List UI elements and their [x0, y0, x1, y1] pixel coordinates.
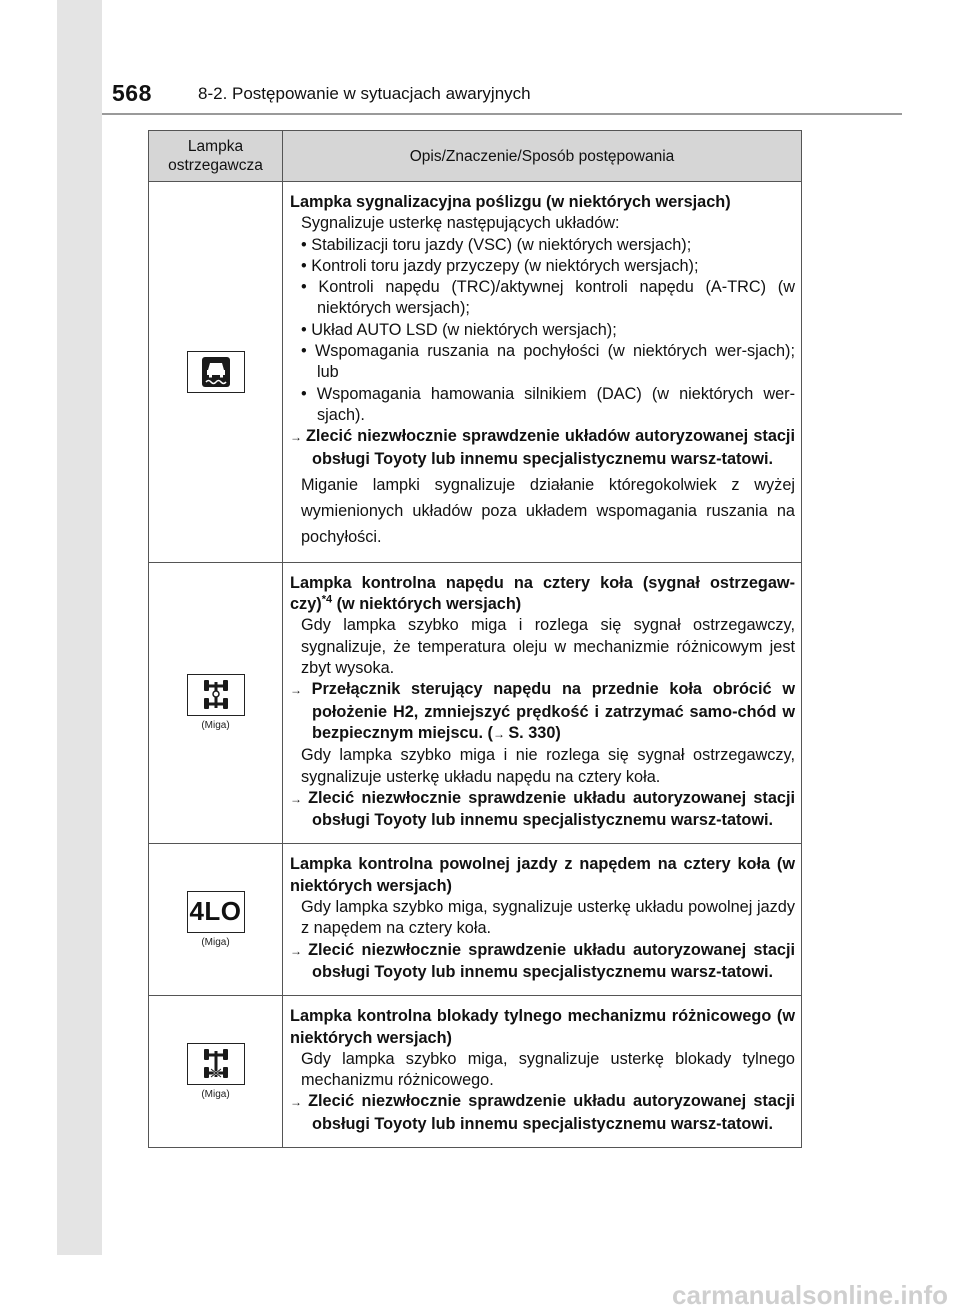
column-header-description: Opis/Znaczenie/Sposób postępowania: [283, 131, 802, 182]
arrow-icon: →: [290, 430, 306, 445]
description-cell: [283, 996, 802, 1148]
list-item: • Układ AUTO LSD (w niektórych wersjach);: [301, 320, 617, 339]
table-row: [149, 562, 802, 844]
list-item: • Wspomagania ruszania na pochyłości (w niektórych wer-sjach); lub: [301, 342, 795, 382]
slip-indicator-icon: [187, 351, 245, 393]
lamp-note: Miganie lampki sygnalizuje działanie któregokolwiek z wyżej wymienionych układów poza układem wspomagania ruszania na pochyłości.: [301, 475, 795, 546]
rear-differential-lock-icon: [187, 1043, 245, 1085]
lamp-title: Lampka kontrolna napędu na cztery koła (sygnał ostrzegaw-czy)$^{*4}$ (w niektórych wersjach): [290, 573, 795, 614]
action-instruction: → Zlecić niezwłocznie sprawdzenie układu autoryzowanej stacji obsługi Toyoty lub innemu specjalistycznemu warsz-tatowi.: [290, 940, 795, 981]
table-row: [149, 996, 802, 1148]
table-row: [149, 182, 802, 563]
lamp-title: Lampka sygnalizacyjna poślizgu (w niektórych wersjach): [290, 193, 731, 211]
arrow-icon: →: [290, 943, 309, 958]
table-header-row: [149, 131, 802, 182]
lamp-text: Gdy lampka szybko miga, sygnalizuje usterkę blokady tylnego mechanizmu różnicowego.: [301, 1049, 795, 1090]
list-item: • Kontroli toru jazdy przyczepy (w niektórych wersjach);: [301, 256, 699, 275]
description-cell: [283, 562, 802, 844]
warning-lamp-table: [148, 130, 802, 1148]
column-header-lamp: Lampka ostrzegawcza: [149, 131, 283, 182]
page-number: 568: [112, 80, 152, 106]
arrow-icon: →: [492, 726, 509, 741]
lamp-cell: [149, 996, 283, 1148]
page-header: [102, 74, 902, 114]
description-cell: [283, 844, 802, 996]
blink-label: (Miga): [201, 936, 230, 948]
lamp-text: Gdy lampka szybko miga i rozlega się sygnał ostrzegawczy, sygnalizuje, że temperatura oleju w mechanizmie różnicowym jest zbyt wysoka.: [301, 616, 795, 678]
arrow-icon: →: [290, 791, 309, 806]
lamp-text: Gdy lampka szybko miga i nie rozlega się sygnał ostrzegawczy, sygnalizuje usterkę układu napędu na cztery koła.: [301, 746, 795, 786]
lamp-title: Lampka kontrolna blokady tylnego mechanizmu różnicowego (w niektórych wersjach): [290, 1007, 795, 1047]
lamp-title: Lampka kontrolna powolnej jazdy z napędem na cztery koła (w niektórych wersjach): [290, 855, 795, 895]
action-instruction: → Zlecić niezwłocznie sprawdzenie układu autoryzowanej stacji obsługi Toyoty lub innemu specjalistycznemu warsz-tatowi.: [290, 788, 795, 830]
lamp-intro: Sygnalizuje usterkę następujących układów:: [301, 214, 620, 233]
table-row: [149, 844, 802, 996]
low-range-4wd-icon: 4LO: [187, 891, 245, 933]
list-item: • Stabilizacji toru jazdy (VSC) (w niektórych wersjach);: [301, 235, 692, 254]
list-item: • Wspomagania hamowania silnikiem (DAC) (w niektórych wer-sjach).: [301, 384, 795, 424]
action-instruction: → Zlecić niezwłocznie sprawdzenie układu autoryzowanej stacji obsługi Toyoty lub innemu specjalistycznemu warsz-tatowi.: [290, 1092, 795, 1133]
arrow-icon: →: [290, 1095, 309, 1110]
blink-label: (Miga): [201, 1088, 230, 1100]
list-item: • Kontroli napędu (TRC)/aktywnej kontroli napędu (A-TRC) (w niektórych wersjach);: [301, 278, 795, 318]
description-cell: [283, 182, 802, 563]
lamp-cell: [149, 844, 283, 996]
arrow-icon: →: [290, 683, 312, 698]
side-tab-band: [57, 0, 102, 1255]
watermark: carmanualsonline.info: [672, 1280, 948, 1310]
blink-label: (Miga): [201, 720, 230, 732]
lamp-text: Gdy lampka szybko miga, sygnalizuje usterkę układu powolnej jazdy z napędem na cztery koła.: [301, 898, 795, 938]
header-divider: [102, 113, 902, 115]
section-title: 8-2. Postępowanie w sytuacjach awaryjnych: [198, 84, 531, 103]
action-instruction: → Przełącznik sterujący napędu na przednie koła obrócić w położenie H2, zmniejszyć prędkość i zatrzymać samo-chód w bezpiecznym miejscu. (→ S. 330): [290, 680, 795, 742]
four-wheel-drive-icon: [187, 674, 245, 716]
lamp-cell: [149, 182, 283, 563]
lamp-cell: [149, 562, 283, 844]
action-instruction: → Zlecić niezwłocznie sprawdzenie układów autoryzowanej stacji obsługi Toyoty lub innemu specjalistycznemu warsz-tatowi.: [290, 427, 795, 468]
